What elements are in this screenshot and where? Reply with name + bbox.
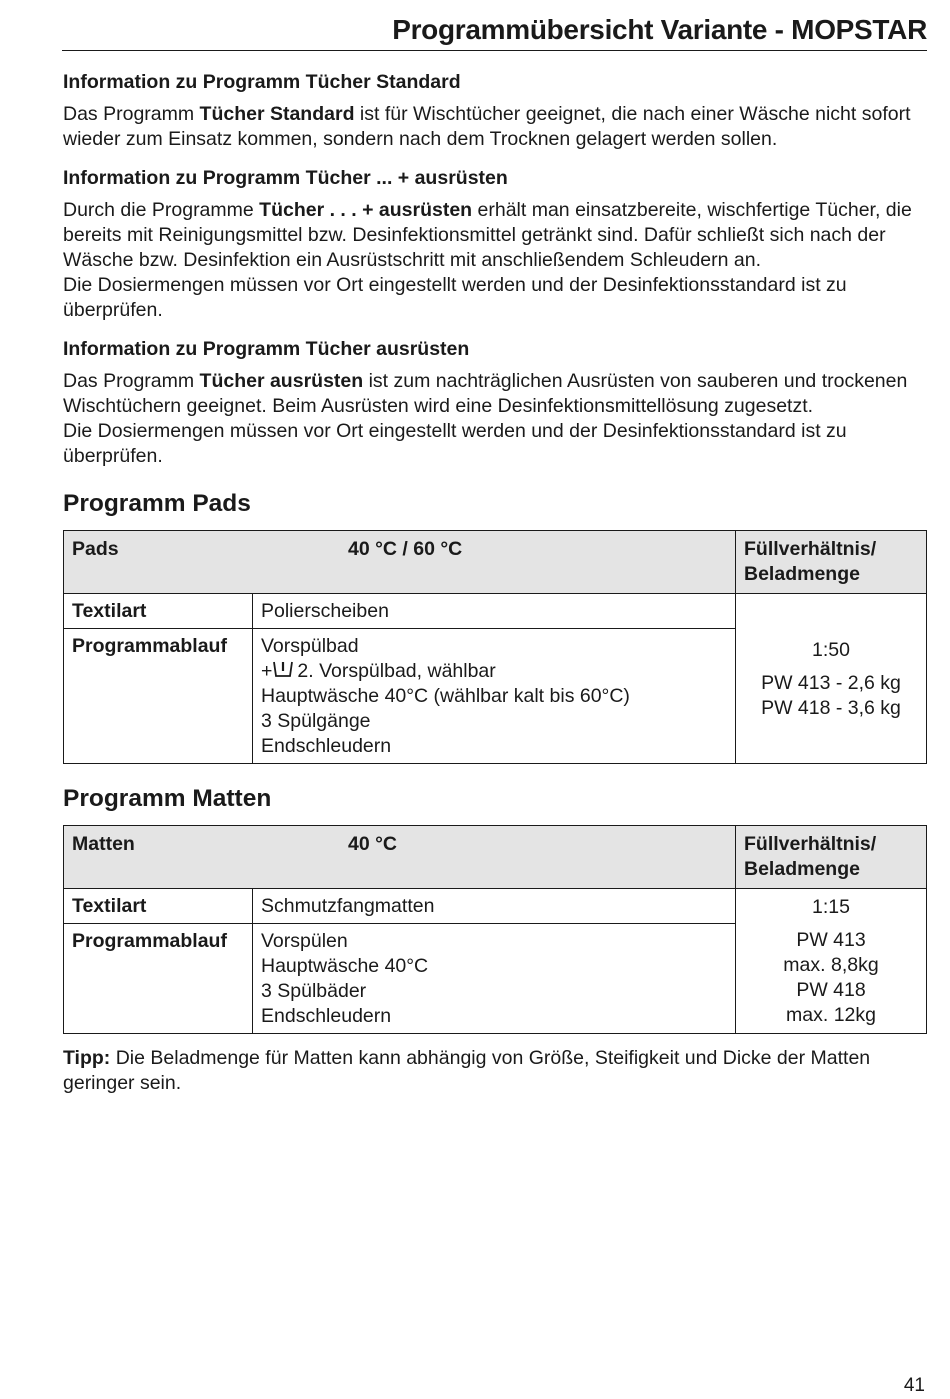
header-ratio-line: Füllverhältnis/ — [744, 833, 877, 855]
load-line: PW 413 — [796, 929, 866, 951]
section-heading: Information zu Programm Tücher Standard — [63, 71, 461, 93]
header-ratio-line: Beladmenge — [744, 563, 860, 585]
table-row — [64, 889, 927, 924]
step-line: Hauptwäsche 40°C — [261, 955, 429, 977]
info-tuecher-ausruesten — [63, 337, 925, 469]
load-line: PW 418 — [796, 979, 866, 1001]
bold-program-name: Tücher Standard — [199, 103, 355, 125]
header-ratio-cell — [736, 826, 927, 889]
matten-title: Programm Matten — [63, 785, 272, 812]
program-name: Pads — [72, 538, 119, 560]
load-line: PW 418 - 3,6 kg — [761, 696, 901, 719]
tip-label: Tipp: — [63, 1047, 111, 1069]
header-ratio-cell — [736, 531, 927, 594]
matten-table — [63, 825, 927, 1034]
load-line: PW 413 - 2,6 kg — [761, 671, 901, 694]
step-text: 2. Vorspülbad, wählbar — [297, 660, 496, 682]
plus-sign: + — [261, 660, 273, 682]
ratio-cell — [736, 594, 927, 764]
tip-note — [63, 1046, 925, 1096]
step-line: Endschleudern — [261, 735, 392, 757]
info-tuecher-plus-ausruesten — [63, 166, 925, 323]
page-title: Programmübersicht Variante - MOPSTAR — [392, 14, 927, 45]
pads-title: Programm Pads — [63, 490, 251, 517]
prewash-tub-icon — [272, 661, 294, 678]
section-paragraph: Die Dosiermengen müssen vor Ort eingestellt werden und der Desinfektionsstandard ist zu überprüfen. — [63, 274, 847, 321]
text-run: ist zum nachträglichen Ausrüsten von sauberen und trockenen Wischtüchern geeignet. Beim Ausrüsten wird eine Desinfektionsmittellösung zugesetzt. — [63, 370, 908, 417]
section-paragraph: Die Dosiermengen müssen vor Ort eingestellt werden und der Desinfektionsstandard ist zu überprüfen. — [63, 420, 847, 467]
text-run: Das Programm — [63, 103, 200, 125]
page-number: 41 — [903, 1375, 925, 1396]
row-label: Programmablauf — [64, 924, 253, 1034]
pads-table — [63, 530, 927, 764]
section-heading: Information zu Programm Tücher ausrüsten — [63, 338, 470, 360]
header-program-cell — [64, 531, 736, 594]
ratio-value: 1:15 — [812, 896, 850, 918]
header-program-cell — [64, 826, 736, 889]
step-line: 3 Spülgänge — [261, 710, 371, 732]
load-line: max. 12kg — [786, 1004, 876, 1026]
ratio-cell — [736, 889, 927, 1034]
bold-program-name: Tücher ausrüsten — [199, 370, 364, 392]
program-temperature: 40 °C — [348, 833, 397, 855]
row-value: Polierscheiben — [253, 594, 736, 629]
step-line: Vorspülbad — [261, 635, 359, 657]
step-line: Endschleudern — [261, 1005, 392, 1027]
row-value: Schmutzfangmatten — [253, 889, 736, 924]
table-header-row — [64, 826, 927, 889]
section-paragraph — [63, 369, 925, 419]
header-ratio-line: Füllverhältnis/ — [744, 538, 877, 560]
table-header-row — [64, 531, 927, 594]
row-label: Textilart — [64, 594, 253, 629]
tip-text: Die Beladmenge für Matten kann abhängig von Größe, Steifigkeit und Dicke der Matten geringer sein. — [63, 1047, 871, 1094]
row-value — [253, 924, 736, 1034]
step-line: Hauptwäsche 40°C (wählbar kalt bis 60°C) — [261, 685, 630, 707]
ratio-value: 1:50 — [812, 638, 850, 661]
load-line: max. 8,8kg — [783, 954, 879, 976]
text-run: erhält man einsatzbereite, wischfertige Tücher, die bereits mit Reinigungsmittel bzw. Desinfektionsmittel getränkt sind. Dafür schließt sich nach der Wäsche bzw. Desinfektion ein Ausrüstschritt mit anschließendem Schleudern an. — [63, 199, 912, 271]
info-tuecher-standard — [63, 70, 925, 152]
text-run: ist für Wischtücher geeignet, die nach einer Wäsche nicht sofort wieder zum Einsatz kommen, sondern nach dem Trocknen gelagert werden sollen. — [63, 103, 911, 150]
section-heading: Information zu Programm Tücher ... + ausrüsten — [63, 167, 508, 189]
bold-program-name: Tücher . . . + ausrüsten — [259, 199, 473, 221]
row-label: Programmablauf — [64, 629, 253, 764]
section-paragraph — [63, 102, 925, 152]
row-value — [253, 629, 736, 764]
header-ratio-line: Beladmenge — [744, 858, 860, 880]
section-paragraph — [63, 198, 925, 273]
program-name: Matten — [72, 833, 135, 855]
page-content — [63, 70, 925, 1116]
step-line: 3 Spülbäder — [261, 980, 367, 1002]
program-temperature: 40 °C / 60 °C — [348, 538, 463, 560]
table-row — [64, 594, 927, 629]
page-header — [62, 10, 927, 51]
text-run: Durch die Programme — [63, 199, 260, 221]
text-run: Das Programm — [63, 370, 200, 392]
step-line: Vorspülen — [261, 930, 348, 952]
row-label: Textilart — [64, 889, 253, 924]
step-line — [261, 659, 727, 684]
